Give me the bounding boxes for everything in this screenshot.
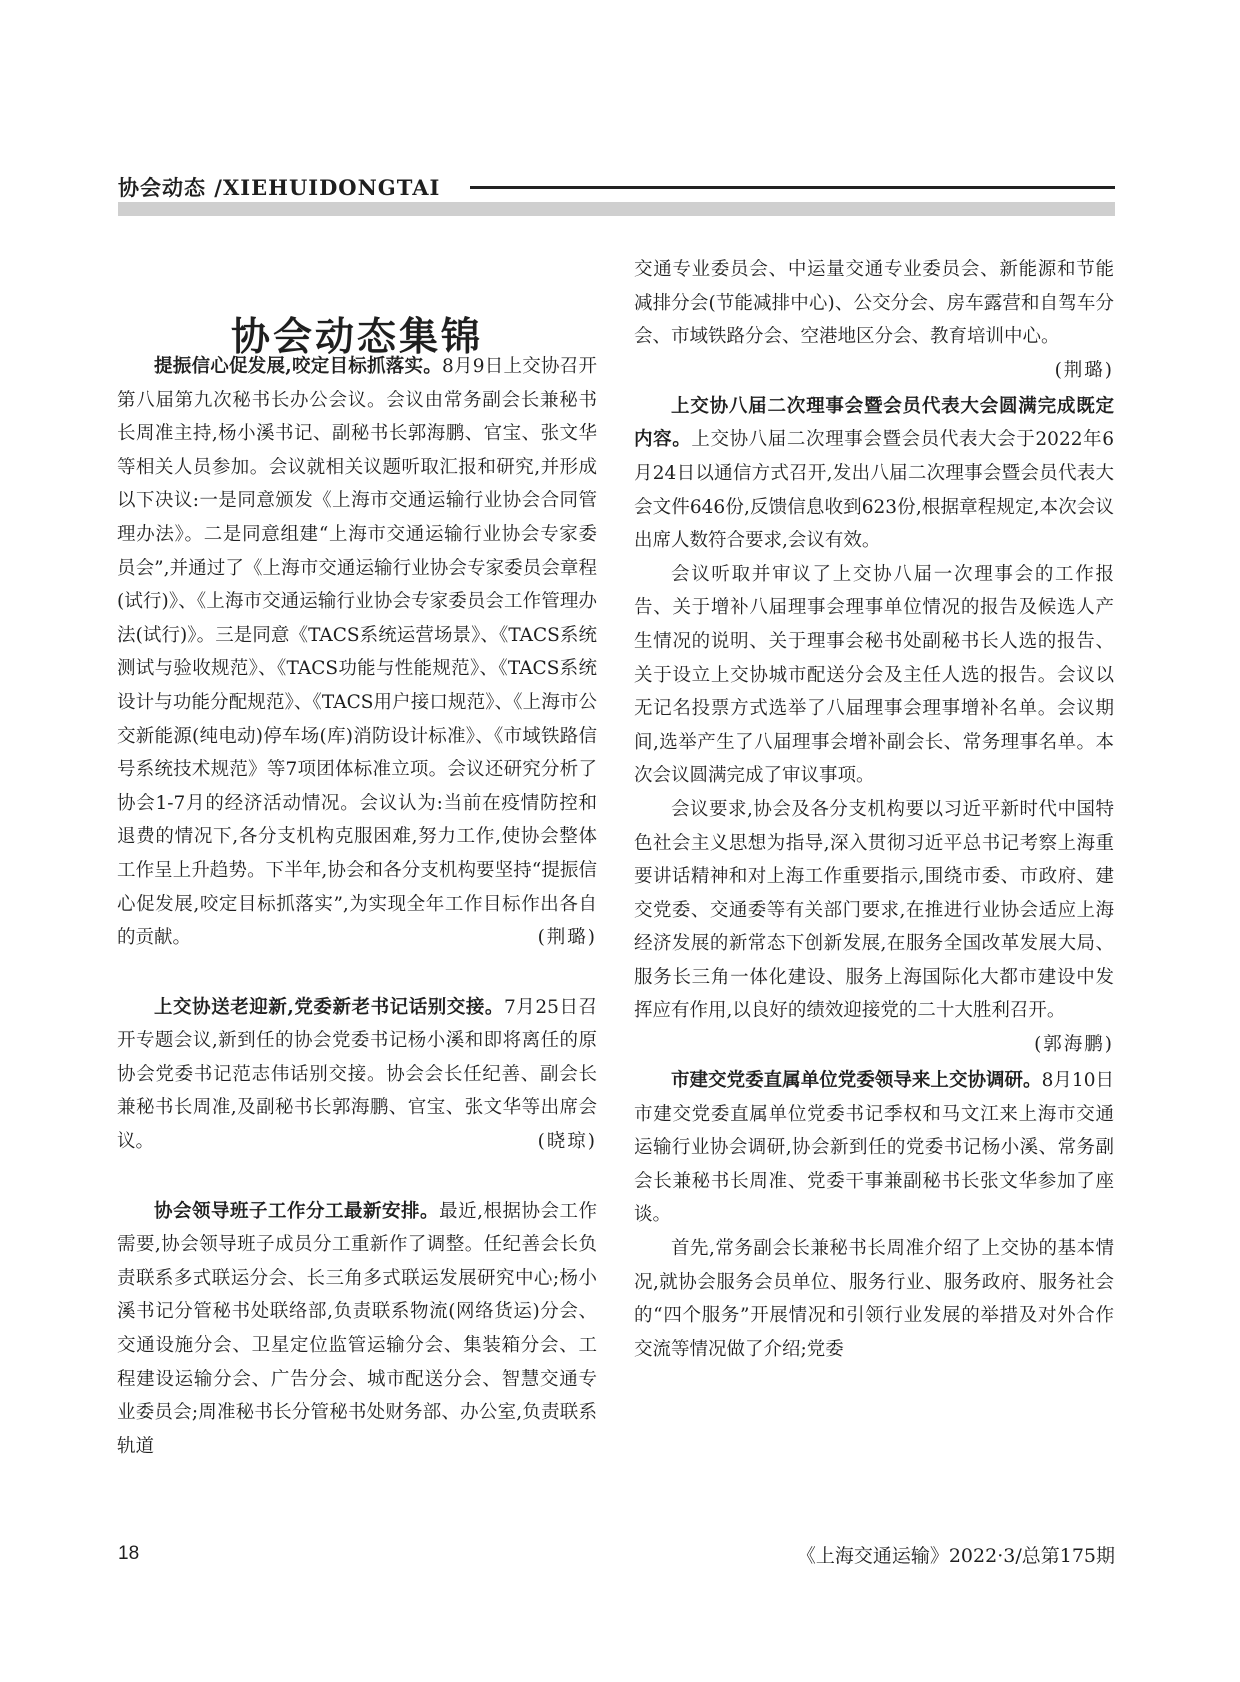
news-body: 8月9日上交协召开第八届第九次秘书长办公会议。会议由常务副会长兼秘书长周准主持,杨小溪书记、副秘书长郭海鹏、官宝、张文华等相关人员参加。会议就相关议题听取汇报和研究,并形成以下决议:一是同意颁发《上海市交通运输行业协会合同管理办法》。二是同意组建“上海市交通运输行业协会专家委员会”,并通过了《上海市交通运输行业协会专家委员会章程(试行)》、《上海市交通运输行业协会专家委员会工作管理办法(试行)》。三是同意《TACS系统运营场景》、《TACS系统测试与验收规范》、《TACS功能与性能规范》、《TACS系统设计与功能分配规范》、《TACS用户接口规范》、《上海市公交新能源(纯电动)停车场(库)消防设计标准》、《市域铁路信号系统技术规范》等7项团体标准立项。会议还研究分析了协会1-7月的经济活动情况。会议认为:当前在疫情防控和退费的情况下,各分支机构克服困难,努力工作,使协会整体工作呈上升趋势。下半年,协会和各分支机构要坚持“提振信心促发展,咬定目标抓落实”,为实现全年工作目标作出各自的贡献。 xyxy=(117,356,597,949)
news-headline: 上交协送老迎新,党委新老书记话别交接。 xyxy=(154,996,504,1018)
header-rule xyxy=(470,186,1115,189)
news-body: 会议要求,协会及各分支机构要以习近平新时代中国特色社会主义思想为指导,深入贯彻习近平总书记考察上海重要讲话精神和对上海工作重要指示,围绕市委、市政府、建交党委、交通委等有关部门要求,在推进行业协会适应上海经济发展的新常态下创新发展,在服务全国改革发展大局、服务长三角一体化建设、服务上海国际化大都市建设中发挥应有作用,以良好的绩效迎接党的二十大胜利召开。 xyxy=(634,798,1114,1022)
news-item-1 xyxy=(117,350,597,955)
left-column xyxy=(117,350,597,1463)
journal-info: 《上海交通运输》2022·3/总第175期 xyxy=(796,1545,1115,1567)
news-author: (郭海鹏) xyxy=(1034,1034,1114,1056)
news-item-3-continued xyxy=(634,253,1114,381)
news-headline: 市建交党委直属单位党委领导来上交协调研。 xyxy=(671,1070,1042,1092)
news-body: 8月10日市建交党委直属单位党委书记季权和马文江来上海市交通运输行业协会调研,协会新到任的党委书记杨小溪、常务副会长兼秘书长周准、党委干事兼副秘书长张文华参加了座谈。 xyxy=(634,1070,1114,1226)
news-body: 最近,根据协会工作需要,协会领导班子成员分工重新作了调整。任纪善会长负责联系多式联运分会、长三角多式联运发展研究中心;杨小溪书记分管秘书处联络部,负责联系物流(网络货运)分会、交通设施分会、卫星定位监管运输分会、集装箱分会、工程建设运输分会、广告分会、城市配送分会、智慧交通专业委员会;周准秘书长分管秘书处财务部、办公室,负责联系轨道 xyxy=(117,1200,597,1457)
news-item-2 xyxy=(117,991,597,1159)
page-number: 18 xyxy=(118,1543,140,1564)
news-paragraph: 首先,常务副会长兼秘书长周准介绍了上交协的基本情况,就协会服务会员单位、服务行业、服务政府、服务社会的“四个服务”开展情况和引领行业发展的举措及对外合作交流等情况做了介绍;党委 xyxy=(634,1238,1114,1360)
header-band xyxy=(118,202,1115,216)
news-body: 7月25日召开专题会议,新到任的协会党委书记杨小溪和即将离任的原协会党委书记范志伟话别交接。协会会长任纪善、副会长兼秘书长周准,及副秘书长郭海鹏、官宝、张文华等出席会议。 xyxy=(117,996,597,1153)
news-body: 交通专业委员会、中运量交通专业委员会、新能源和节能减排分会(节能减排中心)、公交分会、房车露营和自驾车分会、市域铁路分会、空港地区分会、教育培训中心。 xyxy=(634,259,1114,348)
section-header xyxy=(118,172,1115,202)
news-author: (荆璐) xyxy=(1054,359,1114,381)
news-item-3 xyxy=(117,1195,597,1464)
section-title: 协会动态 /XIEHUIDONGTAI xyxy=(118,175,441,200)
article-title: 协会动态集锦 xyxy=(230,314,483,361)
news-headline: 提振信心促发展,咬定目标抓落实。 xyxy=(154,356,442,377)
news-author: (荆璐) xyxy=(537,927,597,949)
news-paragraph xyxy=(634,793,1114,1056)
news-author: (晓琼) xyxy=(537,1131,597,1153)
news-item-4 xyxy=(634,390,1114,558)
news-headline: 上交协八届二次理事会暨会员代表大会圆满完成既定内容。 xyxy=(634,395,1114,451)
news-headline: 协会领导班子工作分工最新安排。 xyxy=(154,1200,440,1222)
news-item-5 xyxy=(634,1064,1114,1232)
news-body: 上交协八届二次理事会暨会员代表大会于2022年6月24日以通信方式召开,发出八届二次理事会暨会员代表大会文件646份,反馈信息收到623份,根据章程规定,本次会议出席人数符合要求,会议有效。 xyxy=(634,429,1114,552)
right-column xyxy=(634,253,1114,1366)
news-paragraph: 会议听取并审议了上交协八届一次理事会的工作报告、关于增补八届理事会理事单位情况的报告及候选人产生情况的说明、关于理事会秘书处副秘书长人选的报告、关于设立上交协城市配送分会及主任人选的报告。会议以无记名投票方式选举了八届理事会理事增补名单。会议期间,选举产生了八届理事会增补副会长、常务理事名单。本次会议圆满完成了审议事项。 xyxy=(634,563,1114,787)
